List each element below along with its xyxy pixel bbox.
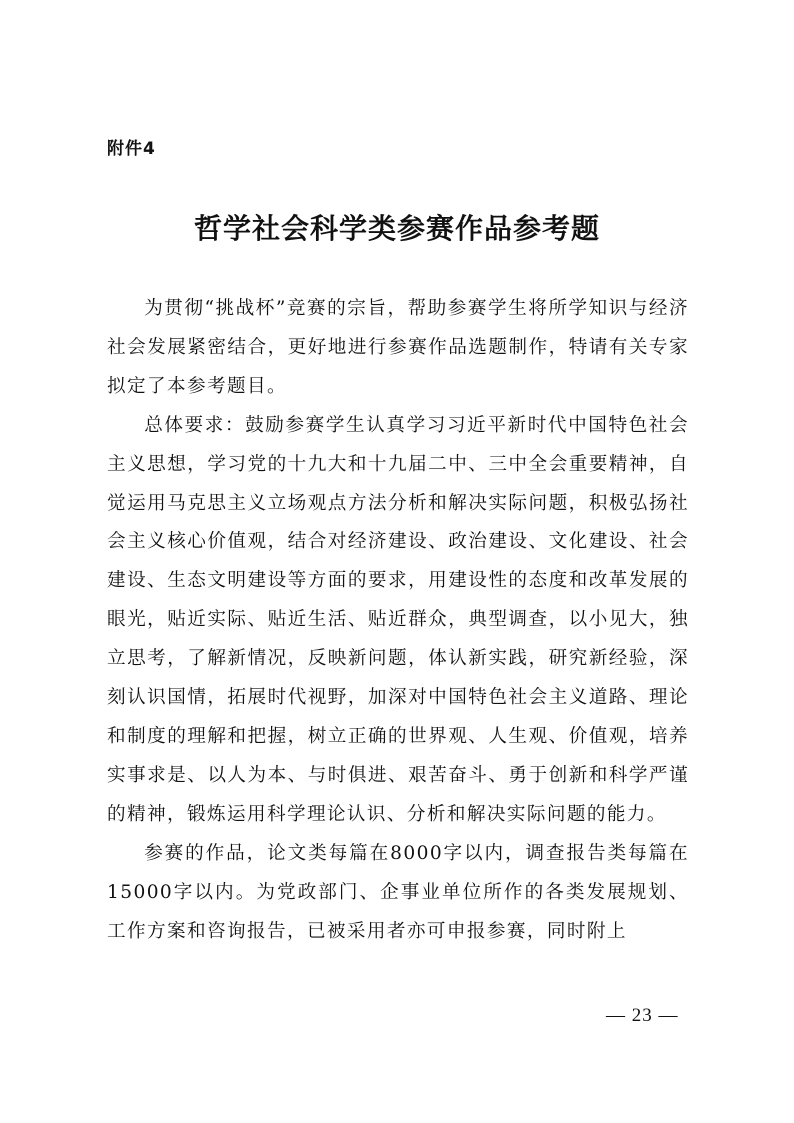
page-number: — 23 — bbox=[606, 1005, 679, 1026]
page-title: 哲学社会科学类参赛作品参考题 bbox=[193, 212, 600, 245]
paragraph-submission: 参赛的作品，论文类每篇在8000字以内，调查报告类每篇在15000字以内。为党政部门、企事业单位所作的各类发展规划、工作方案和咨询报告，已被采用者亦可申报参赛，同时附上 bbox=[107, 842, 689, 942]
attachment-label: 附件4 bbox=[107, 139, 156, 159]
paragraph-intro: 为贯彻“挑战杯”竞赛的宗旨，帮助参赛学生将所学知识与经济社会发展紧密结合，更好地进行参赛作品选题制作，特请有关专家拟定了本参考题目。 bbox=[107, 298, 689, 397]
document-body bbox=[107, 290, 689, 951]
paragraph-requirements: 总体要求：鼓励参赛学生认真学习习近平新时代中国特色社会主义思想，学习党的十九大和十九届二中、三中全会重要精神，自觉运用马克思主义立场观点方法分析和解决实际问题，积极弘扬社会主义核心价值观，结合对经济建设、政治建设、文化建设、社会建设、生态文明建设等方面的要求，用建设性的态度和改革发展的眼光，贴近实际、贴近生活、贴近群众，典型调查，以小见大，独立思考，了解新情况，反映新问题，体认新实践，研究新经验，深刻认识国情，拓展时代视野，加深对中国特色社会主义道路、理论和制度的理解和把握，树立正确的世界观、人生观、价值观，培养实事求是、以人为本、与时俱进、艰苦奋斗、勇于创新和科学严谨的精神，锻炼运用科学理论认识、分析和解决实际问题的能力。 bbox=[107, 414, 689, 825]
